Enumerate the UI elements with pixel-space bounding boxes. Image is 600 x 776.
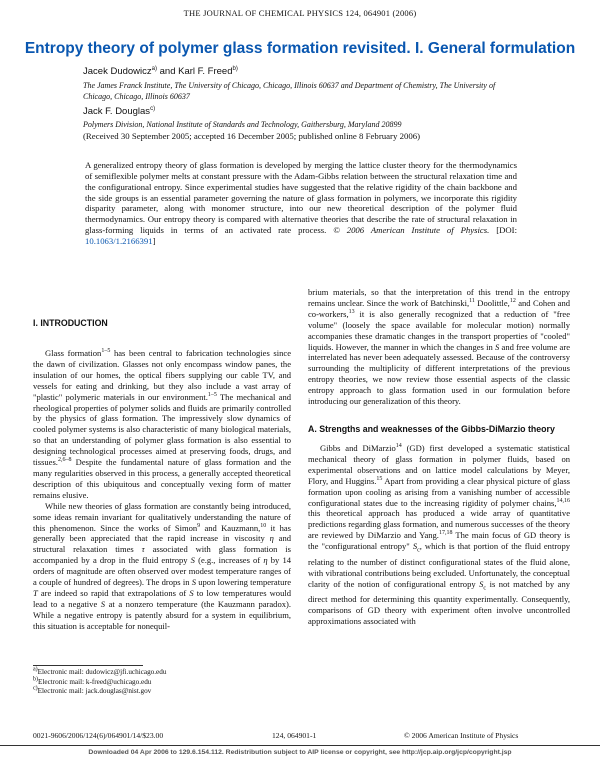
symbol: S [191,577,197,588]
text: The main focus of GD theory is the "configurational entropy" [308,530,570,552]
text: is not matched by any direct method for determining this quantity experimentally. Consequently, comparisons of GD theory with experiment often involve uncontrolled approximations associated with [308,578,570,626]
text: has been central to fabrication technologies since the dawn of civilization. Glasses not only encompass window panes, the insulation of our homes, the optical fibers supplying our cable TV, and vessels for eating and drinking, but they also include a vast array of "plastic" polymeric materials in our environment. [33,348,291,402]
paragraph [308,287,570,407]
author-line-1 [83,66,238,77]
doi-suffix: ] [152,235,156,246]
author-name: Jacek Dudowicz [83,66,152,77]
text: by 14 orders of magnitude are often observed over modest temperature ranges of a couple of hundred of degrees). The drops in [33,555,291,588]
citation: 2,6–8 [57,457,72,464]
footnote-divider [33,665,143,666]
affiliation-1: The James Franck Institute, The University of Chicago, Chicago, Illinois 60637 and Department of Chemistry, The University of Chicago, Chicago, Illinois 60637 [83,81,496,101]
affiliation-2: Polymers Division, National Institute of Standards and Technology, Gaithersburg, Maryland 20899 [83,120,402,129]
footnote-text: Electronic mail: dudowicz@jfi.uchicago.edu [37,668,167,676]
author-line-2 [83,106,155,117]
symbol: η [263,555,268,566]
text: are indeed so rapid that extrapolations of [37,587,190,598]
paragraph [308,443,570,627]
text: and Kauzmann, [200,522,261,533]
author-name: and Karl F. Freed [156,66,233,77]
footer-divider [0,745,600,746]
footer-page: 124, 064901-1 [272,731,317,740]
footnote [33,678,293,688]
symbol: S [100,598,106,609]
footnote-text: Electronic mail: jack.douglas@nist.gov [37,687,152,696]
symbol: T [33,587,38,598]
text: (GD) first developed a systematic statistical mechanical theory of glass formation in polymer fluids, based on experimental observations and on lattice model calculations by Meyer, Flory, and Huggins. [308,442,570,486]
symbol: S [495,341,500,352]
citation: 14,16 [556,497,570,504]
text: Glass formation [45,348,102,358]
paragraph [33,501,291,632]
symbol: S [412,541,418,552]
text: and free volume are interrelated has never been adequately assessed. Because of the controversy surrounding the multiplicity of different interpretations of the previous entropy theories, we now review those essential aspects of the classic entropy approach to glass formation used in our formulation before introducing our generalization of this theory. [308,341,570,407]
text: this theoretical approach has produced a wide array of quantitative predictions regarding glass formation, and numerous successes of the theory are reviewed by DiMarzio and Yang. [308,508,570,541]
text: The mechanical and rheological properties of polymer solids and fluids are primarily controlled by the physics of glass formation. The impressively slow dynamics of cooled polymer systems is also characteristic of many biological materials, so that an understanding of polymer glass formation is also essential to designing technological processes aimed at preserving foods, drugs, and tissues. [33,391,291,468]
symbol: S [189,587,194,598]
subsection-heading-gibbs-dimarzio: A. Strengths and weaknesses of the Gibbs-DiMarzio theory [308,423,555,434]
text: While new theories of glass formation are constantly being introduced, some ideas remain invariant for qualitatively understanding the nature of this phenomenon. Since the works of Simon [33,500,291,533]
footer-issn: 0021-9606/2006/124(6)/064901/14/$23.00 [33,731,164,740]
paragraph [33,348,291,501]
copyright-note: © 2006 American Institute of Physics. [333,225,490,236]
symbol: τ [141,544,145,555]
right-column [308,287,570,627]
text: associated with glass formation is accompanied by a drop in the fluid entropy [33,544,292,566]
doi-prefix: [DOI: [489,225,517,236]
abstract [85,160,517,247]
citation: 13 [348,308,355,315]
footnote [33,687,293,697]
text: (e.g., increases of [194,555,264,566]
footnote-text: Electronic mail: k-freed@uchicago.edu [38,677,152,686]
citation: 1–5 [101,348,111,355]
section-heading-introduction: I. INTRODUCTION [33,318,108,328]
text: it has generally been appreciated that the rapid increase in viscosity [33,522,291,544]
received-dates: (Received 30 September 2005; accepted 16 December 2005; published online 8 February 2006) [83,131,421,141]
symbol: η [269,533,274,544]
symbol: S [190,555,195,566]
symbol: S [479,578,484,589]
citation: 12 [509,298,516,305]
footnote [33,668,293,678]
text: to low temperatures would lead to a negative [33,587,291,609]
abstract-text: A generalized entropy theory of glass formation is developed by merging the lattice cluster theory for the thermodynamics of semiflexible polymer melts at constant pressure with the Adam-Gibbs relation between the structural relaxation time and the configurational entropy. Since experimental studies have suggested that the relative rigidity of the chain backbone and the side groups is an essential parameter governing the nature of glass formation in polymers, we incorporate this rigidity disparity parameter, along with monomer structure, into our new theoretical description of the polymer fluid thermodynamics. Our entropy theory is compared with alternative theories that describe the rate of structural relaxation in glass-forming liquids in terms of an activated rate process. [85,160,517,236]
text: Despite the fundamental nature of glass formation and the many regularities observed in this process, a generally accepted theoretical description of this ubiquitous and conceptually vexing form of matter remains elusive. [33,457,291,500]
download-notice: Downloaded 04 Apr 2006 to 129.6.154.112. Redistribution subject to AIP license or copyright, see http://jcp.aip.org/jcp/copyright.jsp [88,749,512,756]
text: and structural relaxation times [33,533,291,555]
citation: 11 [469,298,475,305]
author-name: Jack F. Douglas [83,106,151,117]
citation: 17,18 [438,530,453,537]
author-mark: c) [150,105,156,112]
citation: 10 [260,522,267,529]
citation: 15 [376,475,383,482]
text: at a nonzero temperature (the Kauzmann paradox). While a negative entropy is patently absurd for a system in equilibrium, this situation is acceptable for nonequil- [33,598,291,631]
left-column [33,348,291,632]
footer-copyright: © 2006 American Institute of Physics [404,731,519,740]
text: and Cohen and co-workers, [308,297,571,319]
doi-link[interactable]: 10.1063/1.2166391 [85,235,153,246]
text: Gibbs and DiMarzio [320,442,396,453]
footnote-mark: b) [33,676,38,683]
author-mark: b) [232,65,238,72]
subscript: c [417,547,420,554]
subscript: c [483,585,487,592]
author-mark: a) [151,65,157,72]
text: it is also generally recognized that a reduction of "free volume" (loosely the space available for molecular motion) normally accompanies these dramatic changes in the transport properties of "cooled" liquids. However, the manner in which the changes in [308,308,570,352]
text: Apart from providing a clear physical picture of glass formation upon cooling as arising from a vanishing number of accessible configurational states due to the increasing rigidity of polymer chains, [308,475,570,508]
citation: 1–5 [207,391,217,398]
text: , which is that portion of the fluid entropy relating to the number of distinct configurational states of the fluid alone, with vibrational contributions being excluded. Unfortunately, the conceptual clarity of the notion of configurational entropy [308,541,570,589]
text: Doolittle, [474,297,510,308]
running-head: THE JOURNAL OF CHEMICAL PHYSICS 124, 064901 (2006) [183,8,417,18]
footnotes [33,668,293,697]
footnote-mark: c) [33,685,38,692]
citation: 9 [197,522,201,529]
text: brium materials, so that the interpretation of this trend in the entropy remains unclear. Since the work of Batchinski, [308,287,570,308]
footnote-mark: a) [33,666,38,673]
citation: 14 [395,443,402,450]
text: upon lowering temperature [196,577,291,588]
paper-title: Entropy theory of polymer glass formation revisited. I. General formulation [24,40,576,57]
